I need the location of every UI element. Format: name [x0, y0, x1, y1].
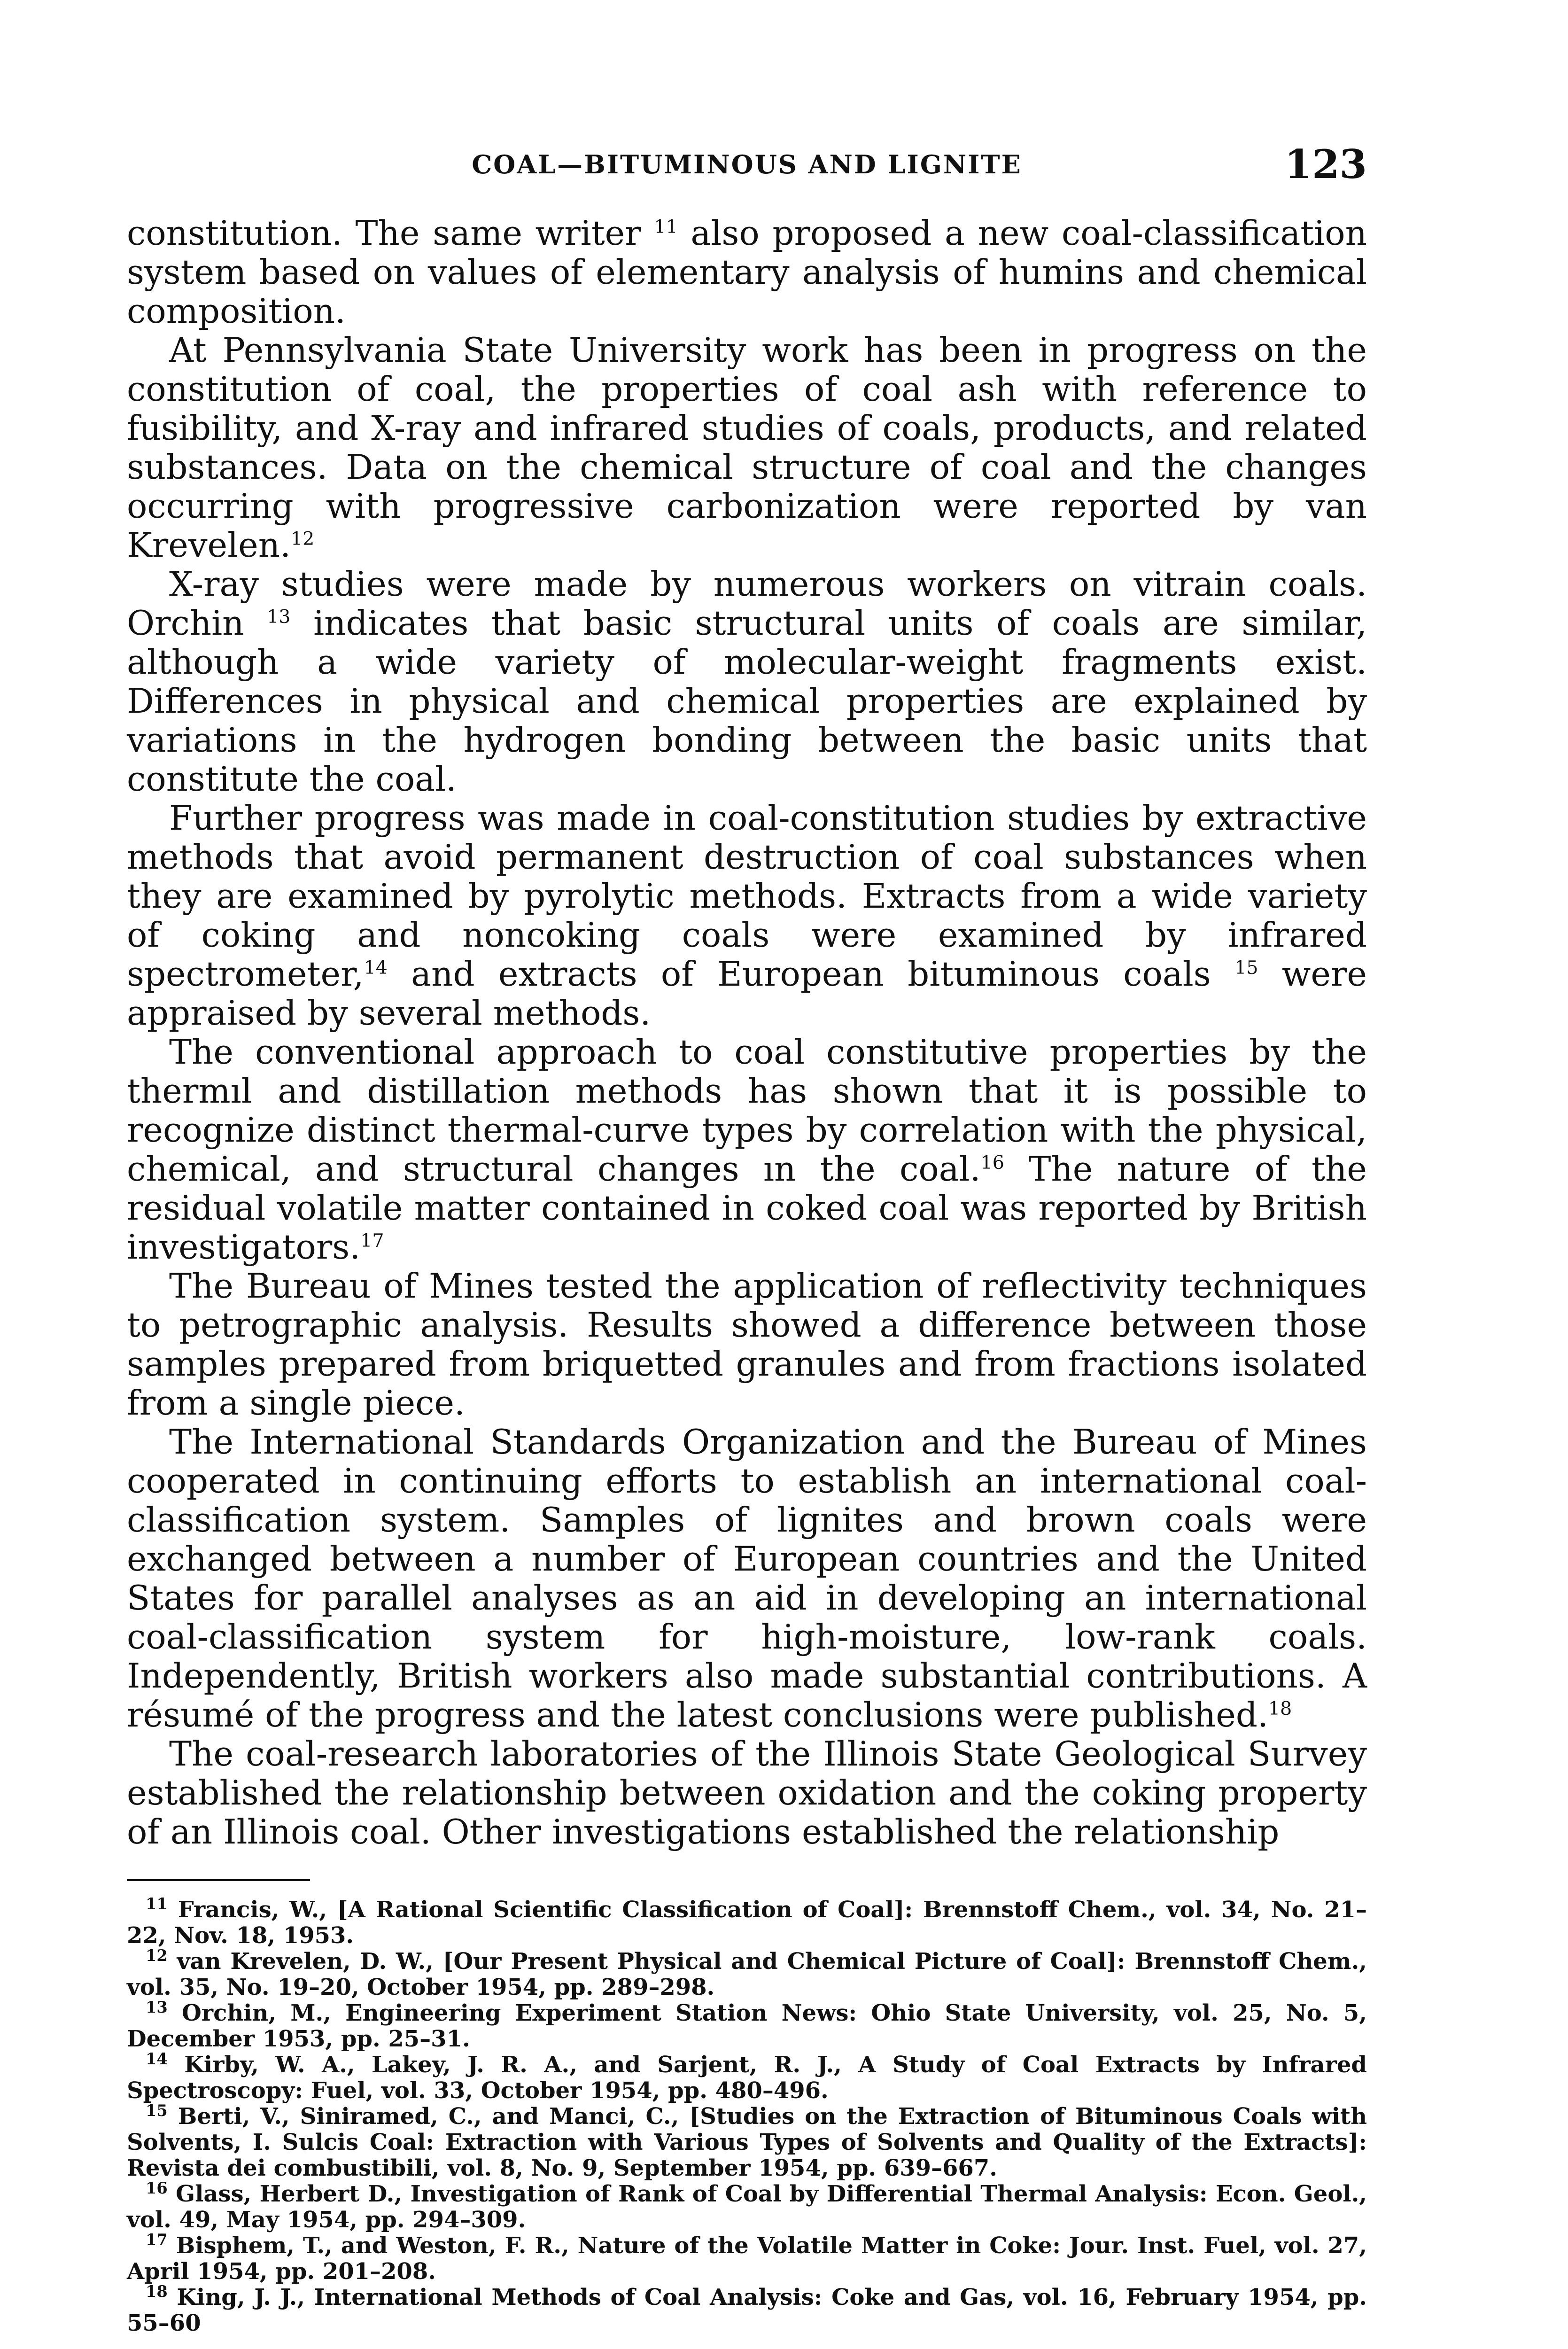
footnote-ref-17: 17 [360, 1230, 384, 1252]
paragraph-8: The coal-research laboratories of the Illinois State Geological Survey established the relationship between oxidation and the coking property of an Illinois coal. Other investigations established the relationship [127, 1734, 1367, 1851]
footnote-item: $^{17}$ Bisphem, T., and Weston, F. R., Nature of the Volatile Matter in Coke: Jour. Inst. Fuel, vol. 27, April 1954, pp. 201–208. [127, 2230, 1367, 2285]
footnotes [127, 1894, 1367, 2336]
body-text [127, 214, 1367, 1851]
footnote-ref-16: 16 [980, 1152, 1004, 1174]
footnote-rule [127, 1879, 310, 1881]
paragraph-7: The International Standards Organization and the Bureau of Mines cooperated in continuing efforts to establish an international coal-classification system. Samples of lignites and brown coals were exchanged between a number of European countries and the United States for parallel analyses as an aid in developing an international coal-classification system for high-moisture, low-rank coals. Independently, British workers also made substantial contributions. A résumé of the progress and the latest conclusions were published.$^{18}$ [127, 1422, 1367, 1735]
footnote-item: $^{11}$ Francis, W., [A Rational Scientific Classification of Coal]: Brennstoff Chem., vol. 34, No. 21–22, Nov. 18, 1953. [127, 1894, 1367, 1949]
paragraph-4: Further progress was made in coal-constitution studies by extractive methods that avoid permanent destruction of coal substances when they are examined by pyrolytic methods. Extracts from a wide variety of coking and noncoking coals were examined by infrared spectrometer,$^{14}$ and extracts of European bituminous coals $^{15}$ were appraised by several methods. [127, 798, 1367, 1033]
footnote-ref-12: 12 [291, 528, 315, 550]
footnote-item: $^{14}$ Kirby, W. A., Lakey, J. R. A., and Sarjent, R. J., A Study of Coal Extracts by Infrared Spectroscopy: Fuel, vol. 33, October 1954, pp. 480–496. [127, 2049, 1367, 2104]
footnote-ref-13: 13 [267, 606, 291, 628]
footnote-item: $^{16}$ Glass, Herbert D., Investigation of Rank of Coal by Differential Thermal Analysis: Econ. Geol., vol. 49, May 1954, pp. 294–309. [127, 2178, 1367, 2233]
footnote-ref-11: 11 [654, 216, 678, 238]
paragraph-1: constitution. The same writer $^{11}$ also proposed a new coal-classification system based on values of elementary analysis of humins and chemical composition. [127, 213, 1367, 331]
footnote-item: $^{12}$ van Krevelen, D. W., [Our Present Physical and Chemical Picture of Coal]: Brennstoff Chem., vol. 35, No. 19–20, October 1954, pp. 289–298. [127, 1946, 1367, 2000]
footnote-ref-15: 15 [1234, 957, 1258, 979]
footnote-item: $^{18}$ King, J. J., International Methods of Coal Analysis: Coke and Gas, vol. 16, February 1954, pp. 55–60 [127, 2282, 1367, 2336]
page-header [127, 141, 1367, 193]
footnote-item: $^{13}$ Orchin, M., Engineering Experiment Station News: Ohio State University, vol. 25, No. 5, December 1953, pp. 25–31. [127, 1998, 1367, 2052]
running-head: COAL—BITUMINOUS AND LIGNITE [472, 149, 1022, 179]
footnote-ref-18: 18 [1268, 1698, 1292, 1719]
page-number: 123 [1284, 141, 1367, 187]
footnote-ref-14: 14 [364, 957, 388, 979]
paragraph-5: The conventional approach to coal constitutive properties by the thermıl and distillation methods has shown that it is possible to recognize distinct thermal-curve types by correlation with the physical, chemical, and structural changes ın the coal.$^{16}$ The nature of the residual volatile matter contained in coked coal was reported by British investigators.$^{17}$ [127, 1032, 1367, 1267]
paragraph-3: X-ray studies were made by numerous workers on vitrain coals. Orchin $^{13}$ indicates that basic structural units of coals are similar, although a wide variety of molecular-weight fragments exist. Differences in physical and chemical properties are explained by variations in the hydrogen bonding between the basic units that constitute the coal. [127, 564, 1367, 799]
paragraph-2: At Pennsylvania State University work has been in progress on the constitution of coal, the properties of coal ash with reference to fusibility, and X-ray and infrared studies of coals, products, and related substances. Data on the chemical structure of coal and the changes occurring with progressive carbonization were reported by van Krevelen.$^{12}$ [127, 330, 1367, 565]
footnote-item: $^{15}$ Berti, V., Siniramed, C., and Manci, C., [Studies on the Extraction of Bituminous Coals with Solvents, I. Sulcis Coal: Extraction with Various Types of Solvents and Quality of the Extracts]: Revista dei combustibili, vol. 8, No. 9, September 1954, pp. 639–667. [127, 2101, 1367, 2181]
paragraph-6: The Bureau of Mines tested the application of reflectivity techniques to petrographic analysis. Results showed a difference between those samples prepared from briquetted granules and from fractions isolated from a single piece. [127, 1266, 1367, 1423]
